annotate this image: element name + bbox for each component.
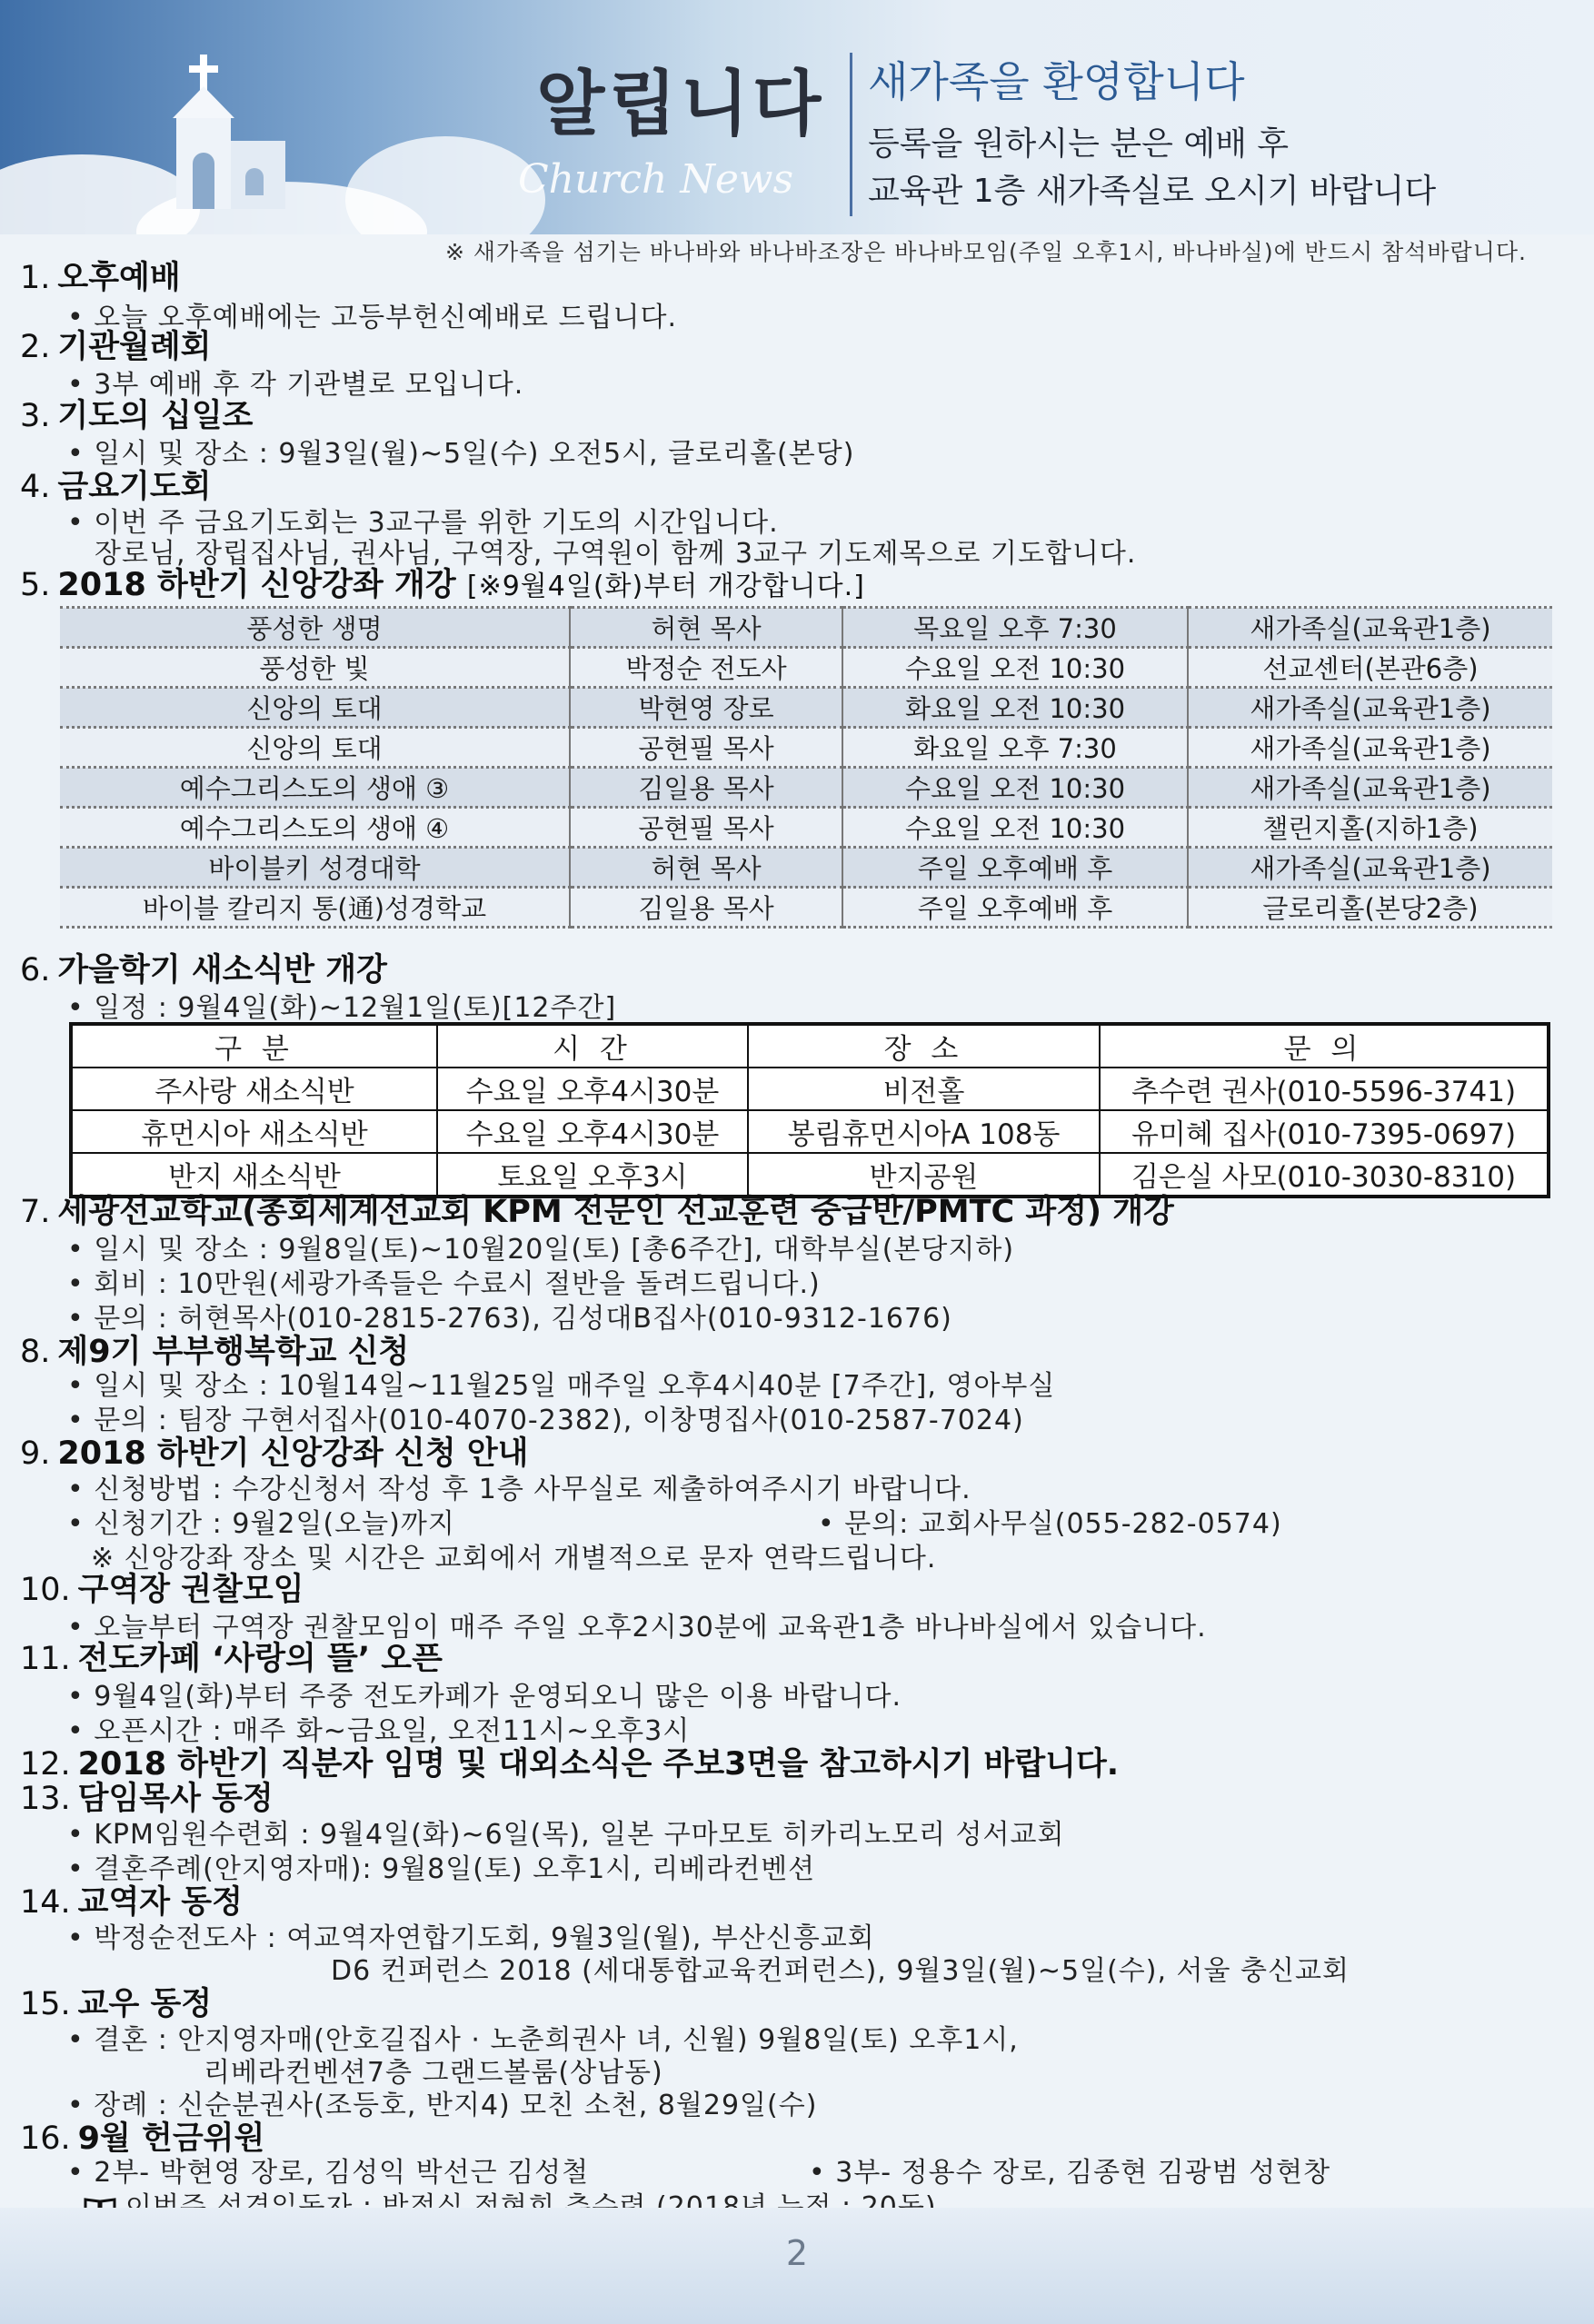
welcome-line: 교육관 1층 새가족실로 오시기 바랍니다 <box>868 173 1437 210</box>
item-title-text: 오후예배 <box>57 260 181 296</box>
announcement-line: • 장례 : 신순분권사(조등호, 반지4) 모친 소천, 8월29일(수) <box>67 2090 818 2121</box>
class-place: 반지공원 <box>748 1153 1100 1197</box>
item-title-text: 2018 하반기 직분자 임명 및 대외소식은 주보3면을 참고하시기 바랍니다. <box>77 1746 1120 1783</box>
announcement-line: • 회비 : 10만원(세광가족들은 수료시 절반을 돌려드립니다.) <box>67 1268 821 1300</box>
course-place: 새가족실(교육관1층) <box>1188 688 1552 728</box>
item-number: 12. <box>20 1746 71 1783</box>
page-title: 알립니다 <box>536 63 825 145</box>
item-number: 14. <box>20 1884 71 1921</box>
course-time: 화요일 오후 7:30 <box>842 728 1188 768</box>
course-time: 수요일 오전 10:30 <box>842 768 1188 808</box>
course-name: 바이블키 성경대학 <box>60 848 570 888</box>
announcement-line: • 일시 및 장소 : 9월3일(월)~5일(수) 오전5시, 글로리홀(본당) <box>67 438 855 470</box>
course-row <box>60 728 1552 768</box>
class-time: 토요일 오후3시 <box>437 1153 748 1197</box>
course-instructor: 허현 목사 <box>570 848 842 888</box>
announcement-line: • 오픈시간 : 매주 화~금요일, 오전11시~오후3시 <box>67 1715 691 1747</box>
class-place: 비전홀 <box>748 1068 1100 1110</box>
course-instructor: 박현영 장로 <box>570 688 842 728</box>
announcement-title <box>20 1187 1174 1232</box>
announcement-line: 장로님, 장립집사님, 권사님, 구역장, 구역원이 함께 3교구 기도제목으로 기도합니다. <box>95 538 1137 570</box>
class-place: 봉림휴먼시아A 108동 <box>748 1110 1100 1153</box>
announcement-line: • 문의 : 허현목사(010-2815-2763), 김성대B집사(010-9312-1676) <box>67 1303 952 1335</box>
announcement-line: • 박정순전도사 : 여교역자연합기도회, 9월3일(월), 부산신흥교회 <box>67 1922 875 1954</box>
announcement-title <box>20 1564 304 1610</box>
class-column-header: 장 소 <box>748 1024 1100 1068</box>
announcement-line: • 결혼 : 안지영자매(안호길집사 · 노춘희권사 녀, 신월) 9월8일(토) 오후1시, <box>67 2024 1019 2056</box>
course-place: 챌린지홀(지하1층) <box>1188 808 1552 848</box>
header-divider <box>850 53 852 216</box>
bible-class-table <box>69 1022 1550 1198</box>
announcement-title <box>20 560 865 605</box>
announcement-line: • 오늘 오후예배에는 고등부헌신예배로 드립니다. <box>67 302 677 333</box>
item-title-text: 전도카페 ‘사랑의 뜰’ 오픈 <box>77 1641 443 1677</box>
class-name: 주사랑 새소식반 <box>71 1068 437 1110</box>
announcement-title <box>20 253 181 298</box>
item-number: 15. <box>20 1986 71 2022</box>
item-title-text: 금요기도회 <box>57 469 212 505</box>
class-time: 수요일 오후4시30분 <box>437 1110 748 1153</box>
course-row <box>60 808 1552 848</box>
course-name: 풍성한 생명 <box>60 608 570 648</box>
course-time: 화요일 오전 10:30 <box>842 688 1188 728</box>
announcement-line: • 오늘부터 구역장 권찰모임이 매주 주일 오후2시30분에 교육관1층 바나바실에서 있습니다. <box>67 1612 1207 1644</box>
announcement-line: • 9월4일(화)부터 주중 전도카페가 운영되오니 많은 이용 바랍니다. <box>67 1681 902 1713</box>
course-time: 목요일 오후 7:30 <box>842 608 1188 648</box>
course-place: 새가족실(교육관1층) <box>1188 728 1552 768</box>
announcement-line: • 이번 주 금요기도회는 3교구를 위한 기도의 시간입니다. <box>67 507 779 539</box>
welcome-title: 새가족을 환영합니다 <box>868 57 1245 106</box>
item-title-text: 세광선교학교(총회세계선교회 KPM 전문인 선교훈련 중급반/PMTC 과정) 개강 <box>57 1194 1174 1230</box>
item-title-text: 제9기 부부행복학교 신청 <box>57 1334 410 1370</box>
item-title-text: 2018 하반기 신앙강좌 개강 <box>57 567 456 603</box>
announcement-title <box>20 945 387 990</box>
announcement-line: • 2부- 박현영 장로, 김성익 박선근 김성철 <box>67 2157 590 2189</box>
item-title-text: 구역장 권찰모임 <box>77 1572 304 1608</box>
item-title-text: 교역자 동정 <box>77 1884 243 1921</box>
item-title-text: 2018 하반기 신앙강좌 신청 안내 <box>57 1435 529 1472</box>
item-title-text: 교우 동정 <box>77 1986 213 2022</box>
class-contact: 추수련 권사(010-5596-3741) <box>1100 1068 1549 1110</box>
class-contact: 유미혜 집사(010-7395-0697) <box>1100 1110 1549 1153</box>
course-name: 예수그리스도의 생애 ④ <box>60 808 570 848</box>
course-instructor: 김일용 목사 <box>570 768 842 808</box>
course-place: 글로리홀(본당2층) <box>1188 888 1552 928</box>
cloud-decoration <box>345 136 545 234</box>
course-row <box>60 608 1552 648</box>
class-column-header: 문 의 <box>1100 1024 1549 1068</box>
item-number: 5. <box>20 567 51 603</box>
announcement-line: • 신청기간 : 9월2일(오늘)까지 <box>67 1508 455 1540</box>
page-subtitle: Church News <box>518 156 794 203</box>
class-column-header: 구 분 <box>71 1024 437 1068</box>
course-instructor: 김일용 목사 <box>570 888 842 928</box>
item-number: 10. <box>20 1572 71 1608</box>
announcement-title <box>20 322 211 367</box>
church-icon <box>136 55 291 209</box>
item-number: 9. <box>20 1435 51 1472</box>
announcement-line: • KPM임원수련회 : 9월4일(화)~6일(목), 일본 구마모토 히카리노모리 성서교회 <box>67 1819 1065 1851</box>
welcome-line: 등록을 원하시는 분은 예배 후 <box>868 125 1290 163</box>
course-time: 수요일 오전 10:30 <box>842 808 1188 848</box>
class-time: 수요일 오후4시30분 <box>437 1068 748 1110</box>
announcement-title <box>20 1634 443 1679</box>
announcement-line: • 신청방법 : 수강신청서 작성 후 1층 사무실로 제출하여주시기 바랍니다. <box>67 1474 971 1505</box>
item-title-text: 기관월례회 <box>57 329 212 365</box>
course-place: 새가족실(교육관1층) <box>1188 768 1552 808</box>
header-banner <box>0 0 1594 234</box>
announcement-line: • 3부 예배 후 각 기관별로 모입니다. <box>67 369 524 401</box>
item-number: 6. <box>20 952 51 988</box>
course-time: 수요일 오전 10:30 <box>842 648 1188 688</box>
newcomer-note: ※ 새가족을 섬기는 바나바와 바나바조장은 바나바모임(주일 오후1시, 바나바실)에 반드시 참석바랍니다. <box>445 239 1527 265</box>
item-number: 8. <box>20 1334 51 1370</box>
announcement-line: • 문의 : 팀장 구현서집사(010-4070-2382), 이창명집사(010-2587-7024) <box>67 1405 1024 1436</box>
class-name: 반지 새소식반 <box>71 1153 437 1197</box>
announcement-line: • 일시 및 장소 : 10월14일~11월25일 매주일 오후4시40분 [7주간], 영아부실 <box>67 1370 1056 1402</box>
course-schedule-table <box>60 606 1552 929</box>
course-row <box>60 768 1552 808</box>
item-number: 4. <box>20 469 51 505</box>
announcement-line: • 결혼주례(안지영자매): 9월8일(토) 오후1시, 리베라컨벤션 <box>67 1853 816 1885</box>
announcement-line: • 3부- 정용수 장로, 김종현 김광범 성현창 <box>809 2157 1331 2189</box>
course-row <box>60 888 1552 928</box>
course-place: 새가족실(교육관1층) <box>1188 848 1552 888</box>
class-name: 휴먼시아 새소식반 <box>71 1110 437 1153</box>
course-row <box>60 848 1552 888</box>
course-instructor: 박정순 전도사 <box>570 648 842 688</box>
course-place: 선교센터(본관6층) <box>1188 648 1552 688</box>
course-place: 새가족실(교육관1층) <box>1188 608 1552 648</box>
item-number: 3. <box>20 398 51 434</box>
announcement-line: ※ 신앙강좌 장소 및 시간은 교회에서 개별적으로 문자 연락드립니다. <box>91 1543 937 1574</box>
announcement-line: • 문의: 교회사무실(055-282-0574) <box>818 1508 1282 1540</box>
class-row <box>71 1068 1549 1110</box>
announcement-line: • 일시 및 장소 : 9월8일(토)~10월20일(토) [총6주간], 대학부실(본당지하) <box>67 1234 1015 1266</box>
item-number: 1. <box>20 260 51 296</box>
class-row <box>71 1110 1549 1153</box>
announcement-line: 리베라컨벤션7층 그랜드볼룸(상남동) <box>204 2057 663 2089</box>
course-instructor: 허현 목사 <box>570 608 842 648</box>
announcement-title <box>20 391 253 436</box>
item-number: 2. <box>20 329 51 365</box>
item-title-text: 9월 헌금위원 <box>77 2120 265 2157</box>
announcement-line: D6 컨퍼런스 2018 (세대통합교육컨퍼런스), 9월3일(월)~5일(수), 서울 충신교회 <box>331 1955 1350 1987</box>
announcement-line: • 일정 : 9월4일(화)~12월1일(토)[12주간] <box>67 992 617 1024</box>
class-contact: 김은실 사모(010-3030-8310) <box>1100 1153 1549 1197</box>
item-title-text: 기도의 십일조 <box>57 398 254 434</box>
course-name: 예수그리스도의 생애 ③ <box>60 768 570 808</box>
item-number: 7. <box>20 1194 51 1230</box>
course-instructor: 공현필 목사 <box>570 808 842 848</box>
page-number: 2 <box>785 2233 809 2273</box>
item-title-text: 담임목사 동정 <box>77 1781 274 1817</box>
course-name: 바이블 칼리지 통(通)성경학교 <box>60 888 570 928</box>
class-column-header: 시 간 <box>437 1024 748 1068</box>
item-number: 16. <box>20 2120 71 2157</box>
course-row <box>60 648 1552 688</box>
item-number: 11. <box>20 1641 71 1677</box>
course-name: 풍성한 빛 <box>60 648 570 688</box>
course-time: 주일 오후예배 후 <box>842 848 1188 888</box>
item-number: 13. <box>20 1781 71 1817</box>
course-instructor: 공현필 목사 <box>570 728 842 768</box>
course-name: 신앙의 토대 <box>60 688 570 728</box>
item-note: [※9월4일(화)부터 개강합니다.] <box>466 571 865 602</box>
item-title-text: 가을학기 새소식반 개강 <box>57 952 387 988</box>
course-time: 주일 오후예배 후 <box>842 888 1188 928</box>
course-row <box>60 688 1552 728</box>
course-name: 신앙의 토대 <box>60 728 570 768</box>
class-header-row <box>71 1024 1549 1068</box>
